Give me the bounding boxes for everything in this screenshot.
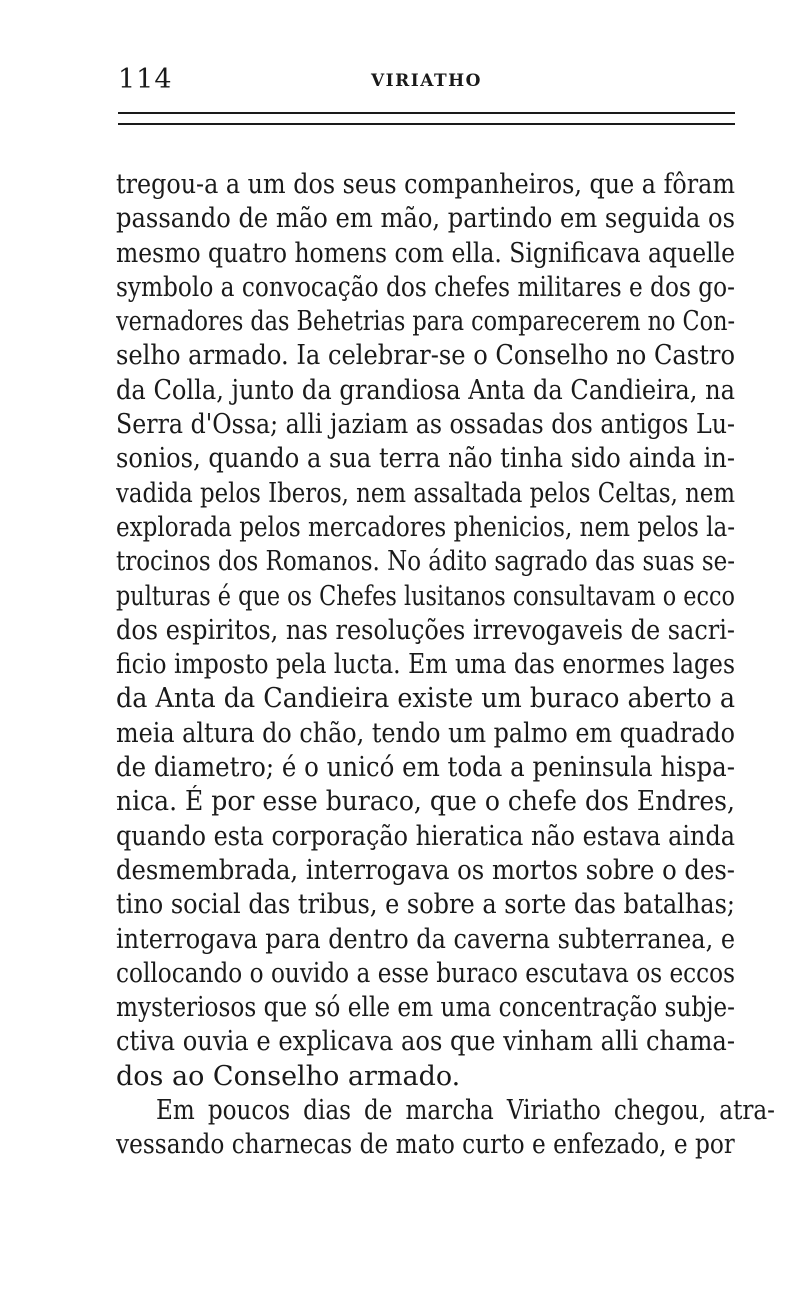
text-line: meia altura do chão, tendo um palmo em quadrado [116, 717, 735, 749]
text-line: symbolo a convocação dos chefes militares e dos go- [116, 271, 735, 303]
page-header [118, 62, 735, 98]
text-line: dos ao Conselho armado. [116, 1060, 461, 1092]
text-line: tino social das tribus, e sobre a sorte das batalhas; [116, 889, 735, 921]
text-line: sonios, quando a sua terra não tinha sido ainda in- [116, 443, 735, 475]
text-line: passando de mão em mão, partindo em seguida os [116, 203, 735, 235]
header-rule-bottom [118, 123, 735, 125]
text-line: ficio imposto pela lucta. Em uma das enormes lages [116, 649, 735, 681]
text-line: desmembrada, interrogava os mortos sobre o des- [116, 854, 735, 886]
body-text [116, 168, 775, 1163]
text-line: dos espiritos, nas resoluções irrevogaveis de sacri- [116, 614, 735, 646]
text-line: da Colla, junto da grandiosa Anta da Candieira, na [116, 374, 735, 406]
text-line: da Anta da Candieira existe um buraco aberto a [116, 683, 735, 715]
text-line: de diametro; é o unicó em toda a peninsula hispa- [116, 752, 735, 784]
text-line: vessando charnecas de mato curto e enfezado, e por [116, 1129, 735, 1161]
page-number: 114 [118, 64, 173, 95]
text-line: Serra d'Ossa; alli jaziam as ossadas dos antigos Lu- [116, 409, 735, 441]
text-line: vadida pelos Iberos, nem assaltada pelos Celtas, nem [116, 477, 735, 509]
text-line: explorada pelos mercadores phenicios, nem pelos la- [116, 511, 735, 543]
text-line: interrogava para dentro da caverna subterranea, e [116, 923, 735, 955]
text-line: mesmo quatro homens com ella. Significava aquelle [116, 237, 735, 269]
text-line: Em poucos dias de marcha Viriatho chegou, atra- [155, 1095, 775, 1127]
text-line: selho armado. Ia celebrar-se o Conselho no Castro [116, 340, 735, 372]
text-line: trocinos dos Romanos. No ádito sagrado das suas se- [116, 546, 735, 578]
header-rule-top [118, 112, 735, 114]
text-line: pulturas é que os Chefes lusitanos consultavam o ecco [116, 580, 735, 612]
text-line: ctiva ouvia e explicava aos que vinham alli chama- [116, 1026, 735, 1058]
running-title: VIRIATHO [370, 71, 482, 91]
text-line: tregou-a a um dos seus companheiros, que a fôram [116, 169, 735, 200]
text-line: nica. É por esse buraco, que o chefe dos Endres, [116, 786, 735, 818]
text-line: collocando o ouvido a esse buraco escutava os eccos [116, 957, 735, 989]
text-line: mysteriosos que só elle em uma concentração subje- [116, 992, 735, 1024]
text-line: vernadores das Behetrias para comparecerem no Con- [116, 306, 735, 338]
text-line: quando esta corporação hieratica não estava ainda [116, 820, 735, 852]
